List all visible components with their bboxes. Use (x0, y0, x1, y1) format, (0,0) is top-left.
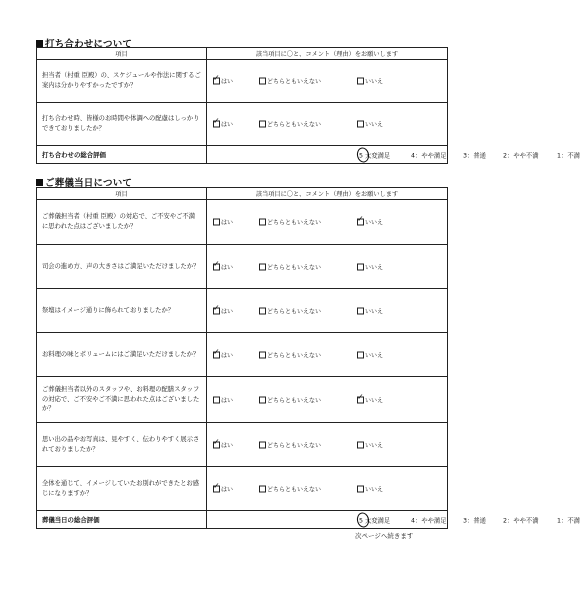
option-neutral[interactable] (259, 395, 321, 404)
option-label: いいえ (365, 442, 384, 449)
rating-num: 4 (411, 517, 416, 524)
rating-1[interactable]: 1：不満 (557, 517, 580, 524)
option-no[interactable] (357, 395, 383, 404)
option-label: どちらともいえない (267, 352, 322, 359)
option-yes[interactable] (213, 77, 233, 86)
option-label: はい (221, 78, 234, 86)
rating-label: 不満 (567, 517, 580, 524)
rating-2[interactable]: 2：やや不満 (503, 152, 539, 159)
rating-1[interactable]: 1：不満 (557, 152, 580, 159)
option-label: いいえ (365, 486, 384, 493)
rating-label: やや満足 (421, 152, 447, 159)
checkbox-icon[interactable] (259, 485, 266, 492)
table-row (37, 245, 448, 289)
checkbox-icon[interactable] (259, 263, 266, 270)
option-label: どちらともいえない (267, 442, 322, 449)
option-yes[interactable] (213, 440, 233, 449)
option-yes[interactable] (213, 120, 233, 129)
checkbox-icon[interactable] (259, 78, 266, 85)
checkbox-icon[interactable] (357, 263, 364, 270)
rating-num: 2 (503, 152, 508, 159)
option-label: はい (221, 264, 234, 271)
table-header-row (37, 188, 448, 200)
answer-options (207, 333, 448, 377)
rating-label: 大変満足 (365, 517, 391, 524)
checkbox-checked-icon[interactable] (213, 78, 220, 85)
rating-5[interactable] (359, 150, 390, 159)
question-text: 担当者（村重 臣殿）の、スケジュールや作法に関するご案内は分かりやすかったですか？ (37, 60, 207, 103)
rating-num: 1 (557, 517, 562, 524)
answer-options (207, 200, 448, 245)
option-label: いいえ (365, 308, 384, 315)
option-yes[interactable] (213, 395, 233, 404)
table-row (37, 333, 448, 377)
question-text: 思い出の品やお写真は、見やすく、伝わりやすく展示されておりましたか？ (37, 423, 207, 467)
rating-3[interactable]: 3：普通 (463, 152, 486, 159)
rating-num: 2 (503, 517, 508, 524)
option-label: はい (221, 397, 234, 404)
option-no[interactable] (357, 262, 383, 271)
checkbox-icon[interactable] (357, 121, 364, 128)
checkbox-icon[interactable] (357, 351, 364, 358)
option-neutral[interactable] (259, 350, 321, 359)
rating-label: 普通 (473, 517, 486, 524)
total-row (37, 146, 448, 164)
option-label: どちらともいえない (267, 219, 322, 227)
rating-label: 不満 (567, 152, 580, 159)
header-item: 項目 (37, 188, 207, 200)
funeral-day-survey-table (36, 187, 580, 529)
rating-scale (207, 511, 580, 529)
option-neutral[interactable] (259, 440, 321, 449)
option-label: いいえ (365, 352, 384, 359)
option-label: はい (221, 121, 234, 129)
rating-num: 3 (463, 152, 468, 159)
option-neutral[interactable] (259, 262, 321, 271)
option-neutral[interactable] (259, 484, 321, 493)
option-label: いいえ (365, 264, 384, 271)
rating-num: 3 (463, 517, 468, 524)
checkbox-icon[interactable] (357, 78, 364, 85)
answer-options (207, 103, 448, 146)
table-row (37, 200, 448, 245)
option-label: どちらともいえない (267, 308, 322, 315)
answer-options (207, 377, 448, 423)
checkbox-icon[interactable] (213, 396, 220, 403)
total-label: 打ち合わせの総合評価 (37, 146, 207, 164)
section-title-text: 打ち合わせについて (45, 39, 133, 50)
answer-options (207, 423, 448, 467)
table-row (37, 467, 448, 511)
rating-label: 大変満足 (365, 152, 391, 159)
question-text: ご葬儀担当者（村重 臣殿）の対応で、ご不安やご不満に思われた点はございましたか？ (37, 200, 207, 245)
section-title-text: ご葬儀当日について (45, 178, 133, 189)
rating-label: やや不満 (513, 517, 539, 524)
checkbox-checked-icon[interactable] (357, 219, 364, 226)
question-text: お料理の味とボリュームにはご満足いただけましたか？ (37, 333, 207, 377)
checkbox-icon[interactable] (357, 307, 364, 314)
rating-4[interactable]: 4：やや満足 (411, 517, 447, 524)
rating-3[interactable]: 3：普通 (463, 517, 486, 524)
checkbox-icon[interactable] (357, 441, 364, 448)
option-label: いいえ (365, 397, 384, 404)
header-item: 項目 (37, 48, 207, 60)
option-neutral[interactable] (259, 120, 321, 129)
checkbox-checked-icon[interactable] (213, 307, 220, 314)
answer-options (207, 289, 448, 333)
rating-label: 普通 (473, 152, 486, 159)
answer-options (207, 245, 448, 289)
meeting-survey-table (36, 47, 580, 164)
option-no[interactable] (357, 306, 383, 315)
option-no[interactable] (357, 77, 383, 86)
question-text: 全体を通じて、イメージしていたお別れができたとお感じになりますか？ (37, 467, 207, 511)
table-header-row (37, 48, 448, 60)
checkbox-checked-icon[interactable] (213, 121, 220, 128)
option-label: はい (221, 308, 234, 315)
rating-4[interactable]: 4：やや満足 (411, 152, 447, 159)
option-label: はい (221, 486, 234, 493)
checkbox-checked-icon[interactable] (213, 485, 220, 492)
checkbox-icon[interactable] (259, 441, 266, 448)
bullet-square-icon (36, 179, 43, 186)
checkbox-icon[interactable] (259, 396, 266, 403)
option-label: いいえ (365, 78, 384, 86)
table-row (37, 423, 448, 467)
option-label: いいえ (365, 219, 384, 227)
checkbox-checked-icon[interactable] (213, 263, 220, 270)
checkbox-checked-icon[interactable] (213, 351, 220, 358)
header-note: 該当項目に〇と、コメント（理由）をお願いします (207, 188, 448, 200)
option-no[interactable] (357, 484, 383, 493)
option-yes[interactable] (213, 350, 233, 359)
table-row (37, 103, 448, 146)
question-text: 打ち合わせ時、皆様のお時間や体調への配慮はしっかりできておりましたか？ (37, 103, 207, 146)
option-label: はい (221, 352, 234, 359)
option-no[interactable] (357, 350, 383, 359)
checkbox-checked-icon[interactable] (213, 441, 220, 448)
option-yes[interactable] (213, 262, 233, 271)
option-label: どちらともいえない (267, 264, 322, 271)
option-label: どちらともいえない (267, 397, 322, 404)
checkbox-icon[interactable] (259, 121, 266, 128)
checkbox-icon[interactable] (259, 307, 266, 314)
question-text: ご葬儀担当者以外のスタッフや、お料理の配膳スタッフの対応で、ご不安やご不満に思われた点はございましたか？ (37, 377, 207, 423)
rating-num: 5 (359, 517, 364, 524)
option-label: どちらともいえない (267, 121, 322, 129)
rating-num: 1 (557, 152, 562, 159)
option-label: どちらともいえない (267, 78, 322, 86)
option-yes[interactable] (213, 306, 233, 315)
option-neutral[interactable] (259, 306, 321, 315)
rating-num: 4 (411, 152, 416, 159)
header-note: 該当項目に〇と、コメント（理由）をお願いします (207, 48, 448, 60)
checkbox-icon[interactable] (213, 219, 220, 226)
total-row (37, 511, 448, 529)
total-label: 葬儀当日の総合評価 (37, 511, 207, 529)
rating-label: やや不満 (513, 152, 539, 159)
option-yes[interactable] (213, 218, 233, 227)
option-label: いいえ (365, 121, 384, 129)
next-page-note: 次ページへ続きます (355, 532, 414, 540)
option-no[interactable] (357, 440, 383, 449)
checkbox-icon[interactable] (259, 351, 266, 358)
option-label: はい (221, 442, 234, 449)
question-text: 司会の進め方、声の大きさはご満足いただけましたか？ (37, 245, 207, 289)
option-no[interactable] (357, 120, 383, 129)
answer-options (207, 60, 448, 103)
checkbox-icon[interactable] (357, 485, 364, 492)
bullet-square-icon (36, 40, 43, 47)
option-label: どちらともいえない (267, 486, 322, 493)
option-yes[interactable] (213, 484, 233, 493)
rating-label: やや満足 (421, 517, 447, 524)
rating-2[interactable]: 2：やや不満 (503, 517, 539, 524)
question-text: 祭壇はイメージ通りに飾られておりましたか？ (37, 289, 207, 333)
table-row (37, 289, 448, 333)
checkbox-icon[interactable] (259, 219, 266, 226)
table-row (37, 377, 448, 423)
answer-options (207, 467, 448, 511)
rating-num: 5 (359, 152, 364, 159)
table-row (37, 60, 448, 103)
option-no[interactable] (357, 218, 383, 227)
option-label: はい (221, 219, 234, 227)
checkbox-checked-icon[interactable] (357, 396, 364, 403)
option-neutral[interactable] (259, 218, 321, 227)
rating-5[interactable] (359, 515, 390, 524)
option-neutral[interactable] (259, 77, 321, 86)
rating-scale (207, 146, 580, 164)
